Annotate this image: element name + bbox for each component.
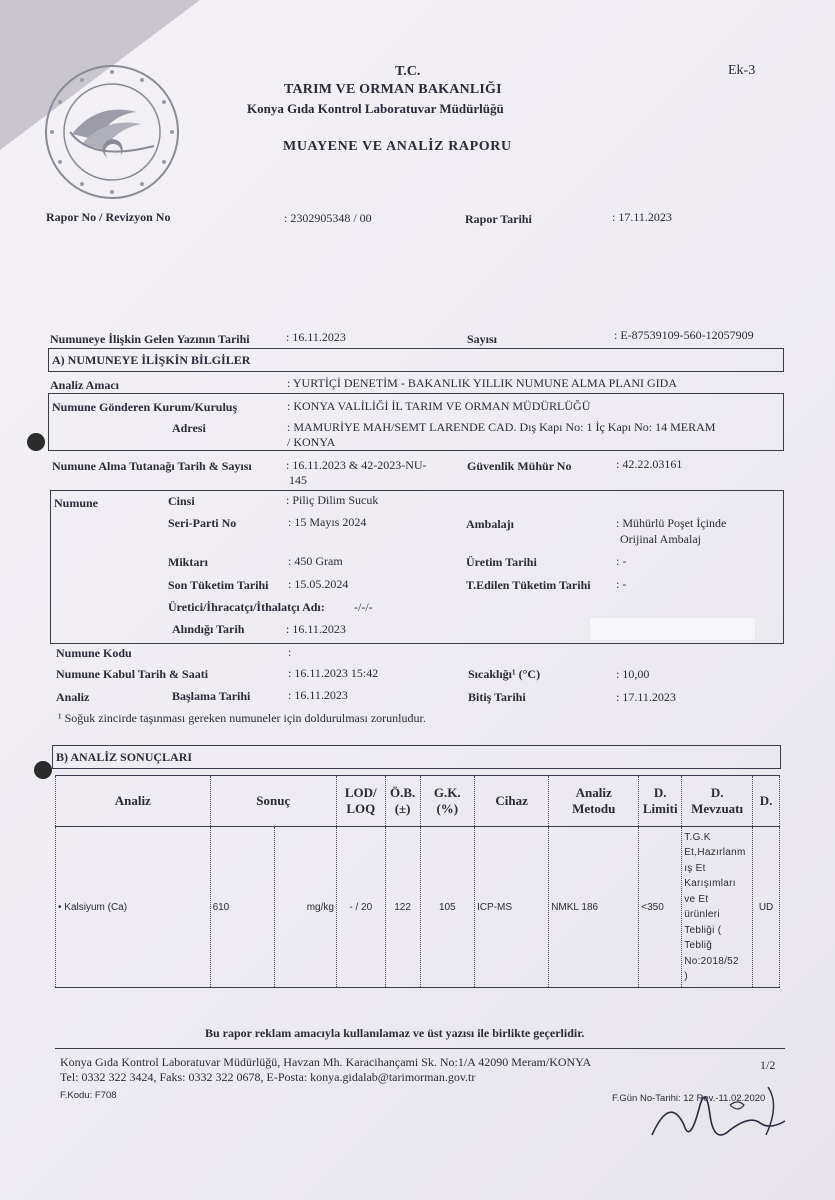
package-label: Ambalajı <box>466 517 514 531</box>
security-seal-value: : 42.22.03161 <box>616 457 683 471</box>
lab-heading: Konya Gıda Kontrol Laboratuvar Müdürlüğü <box>247 101 504 116</box>
sample-code-label: Numune Kodu <box>56 646 132 660</box>
package-value-2: Orijinal Ambalaj <box>620 532 701 546</box>
purpose-label: Analiz Amacı <box>50 378 119 392</box>
cell-ob: 122 <box>385 827 420 988</box>
quantity-label: Miktarı <box>168 555 208 569</box>
start-value: : 16.11.2023 <box>288 688 348 702</box>
report-no-value: : 2302905348 / 00 <box>284 211 372 225</box>
col-cihaz: Cihaz <box>475 776 549 827</box>
revision-info: F.Gün No-Tarihi: 12 Rev.-11.02.2020 <box>612 1093 766 1104</box>
received-value: : 16.11.2023 <box>286 622 346 636</box>
col-sonuc: Sonuç <box>210 776 336 827</box>
cell-limit: <350 <box>639 827 682 988</box>
section-b-header <box>52 745 781 769</box>
address-value-2: / KONYA <box>287 435 336 449</box>
type-label: Cinsi <box>168 494 195 508</box>
usage-notice: Bu rapor reklam amacıyla kullanılamaz ve üst yazısı ile birlikte geçerlidir. <box>205 1026 585 1040</box>
expiry-label: Son Tüketim Tarihi <box>168 578 269 592</box>
cell-d: UD <box>753 827 780 988</box>
results-table <box>55 775 780 988</box>
cell-lod: - / 20 <box>336 827 385 988</box>
protocol-label: Numune Alma Tutanağı Tarih & Sayısı <box>52 459 252 473</box>
page-number: 1/2 <box>760 1058 776 1072</box>
purpose-value: : YURTİÇİ DENETİM - BAKANLIK YILLIK NUMUNE ALMA PLANI GIDA <box>287 376 678 390</box>
quantity-value: : 450 Gram <box>288 554 343 568</box>
expiry-value: : 15.05.2024 <box>288 577 349 591</box>
results-header-row <box>56 776 780 827</box>
protocol-value-2: 145 <box>289 473 307 487</box>
type-value: : Piliç Dilim Sucuk <box>286 493 379 507</box>
report-date-value: : 17.11.2023 <box>612 210 672 224</box>
report-title: MUAYENE VE ANALİZ RAPORU <box>283 139 512 154</box>
batch-value: : 15 Mayıs 2024 <box>288 515 367 529</box>
footnote: ¹ Soğuk zincirde taşınması gereken numuneler için doldurulması zorunludur. <box>58 711 426 725</box>
cell-gk: 105 <box>420 827 474 988</box>
cell-cihaz: ICP-MS <box>475 827 549 988</box>
temperature-label: Sıcaklığı¹ (°C) <box>468 667 541 681</box>
end-label: Bitiş Tarihi <box>468 690 526 704</box>
package-value-1: : Mühürlü Poşet İçinde <box>616 516 727 530</box>
ministry-heading: TARIM VE ORMAN BAKANLIĞI <box>284 82 502 97</box>
analysis-label: Analiz <box>56 690 90 704</box>
section-b-title: B) ANALİZ SONUÇLARI <box>56 750 193 764</box>
table-row <box>56 827 780 988</box>
letter-date-value: : 16.11.2023 <box>286 330 346 344</box>
section-a-title: A) NUMUNEYE İLİŞKİN BİLGİLER <box>52 353 251 367</box>
accept-label: Numune Kabul Tarih & Saati <box>56 667 209 681</box>
cell-sonuc: 610 <box>210 827 274 988</box>
sample-label: Numune <box>54 496 99 510</box>
col-limit: D. Limiti <box>639 776 682 827</box>
accept-value: : 16.11.2023 15:42 <box>288 666 379 680</box>
col-metod: Analiz Metodu <box>549 776 639 827</box>
temperature-value: : 10,00 <box>616 667 650 681</box>
punch-hole <box>27 433 45 451</box>
footer-contact: Tel: 0332 322 3424, Faks: 0332 322 0678, E-Posta: konya.gidalab@tarimorman.gov.tr <box>60 1070 476 1084</box>
cell-unit: mg/kg <box>274 827 336 988</box>
col-ob: Ö.B. (±) <box>385 776 420 827</box>
cell-analiz: • Kalsiyum (Ca) <box>56 827 211 988</box>
sender-label: Numune Gönderen Kurum/Kuruluş <box>52 400 238 414</box>
sample-code-value: : <box>288 645 292 659</box>
letter-number-label: Sayısı <box>467 332 498 346</box>
col-mevzuat: D. Mevzuatı <box>682 776 753 827</box>
punch-hole <box>34 761 52 779</box>
report-no-label: Rapor No / Revizyon No <box>46 210 171 224</box>
sender-value: : KONYA VALİLİĞİ İL TARIM VE ORMAN MÜDÜRLÜĞÜ <box>287 399 591 413</box>
recommended-label: T.Edilen Tüketim Tarihi <box>466 578 591 592</box>
address-value-1: : MAMURİYE MAH/SEMT LARENDE CAD. Dış Kapı No: 1 İç Kapı No: 14 MERAM <box>287 420 716 434</box>
section-a-header <box>48 348 784 372</box>
report-date-label: Rapor Tarihi <box>465 212 532 226</box>
cell-metod: NMKL 186 <box>549 827 639 988</box>
cell-mevzuat: T.G.K Et,Hazırlanm ış Et Karışımları ve Et ürünleri Tebliği ( Tebliğ No:2018/52 ) <box>682 827 753 988</box>
production-label: Üretim Tarihi <box>466 555 537 569</box>
signature-icon <box>640 1075 800 1155</box>
redacted-area <box>590 618 755 640</box>
form-code: F.Kodu: F708 <box>60 1090 117 1101</box>
recommended-value: : - <box>616 577 627 591</box>
batch-label: Seri-Parti No <box>168 516 237 530</box>
production-value: : - <box>616 554 627 568</box>
producer-value: -/-/- <box>354 600 373 614</box>
annex-label: Ek-3 <box>728 63 756 78</box>
col-lod: LOD/ LOQ <box>336 776 385 827</box>
footer-address: Konya Gıda Kontrol Laboratuvar Müdürlüğü, Havzan Mh. Karacihançami Sk. No:1/A 42090 Meram/KONYA <box>60 1055 592 1069</box>
col-d: D. <box>753 776 780 827</box>
protocol-value-1: : 16.11.2023 & 42-2023-NU- <box>286 458 427 472</box>
col-gk: G.K. (%) <box>420 776 474 827</box>
footer-divider <box>55 1048 785 1049</box>
letter-number-value: : E-87539109-560-12057909 <box>614 328 754 342</box>
col-analiz: Analiz <box>56 776 211 827</box>
security-seal-label: Güvenlik Mühür No <box>467 459 572 473</box>
address-label: Adresi <box>172 421 206 435</box>
end-value: : 17.11.2023 <box>616 690 676 704</box>
received-label: Alındığı Tarih <box>172 622 245 636</box>
ministry-seal-icon <box>42 62 182 202</box>
tc-heading: T.C. <box>395 64 421 79</box>
start-label: Başlama Tarihi <box>172 689 251 703</box>
producer-label: Üretici/İhracatçı/İthalatçı Adı: <box>168 600 325 614</box>
letter-date-label: Numuneye İlişkin Gelen Yazının Tarihi <box>50 332 250 346</box>
